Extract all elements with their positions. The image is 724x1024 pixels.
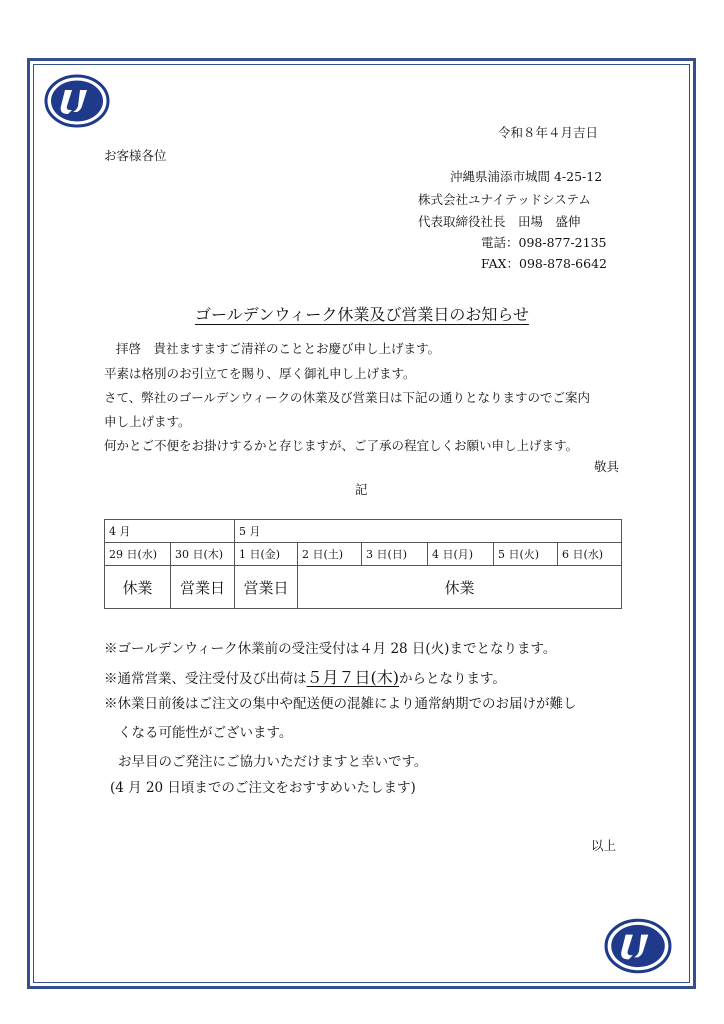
body-line-3: さて、弊社のゴールデンウィークの休業及び営業日は下記の通りとなりますのでご案内 [104, 390, 591, 405]
month-row [105, 520, 622, 543]
note-1: ※ゴールデンウィーク休業前の受注受付は４月 28 日(火)までとなります。 [104, 641, 557, 657]
sender-representative: 代表取締役社長 田場 盛伸 [418, 214, 581, 229]
notice-title: ゴールデンウィーク休業及び営業日のお知らせ [195, 305, 529, 324]
month-april: 4 月 [105, 520, 235, 543]
day-cell: 3 日(日) [362, 543, 428, 566]
sender-fax: FAX：098-878-6642 [481, 256, 607, 271]
day-cell: 2 日(土) [298, 543, 362, 566]
day-cell: 6 日(水) [558, 543, 622, 566]
day-cell: 1 日(金) [235, 543, 298, 566]
issue-date: 令和８年４月吉日 [498, 125, 599, 140]
note-2-prefix: ※通常営業、受注受付及び出荷は [104, 671, 307, 687]
closing-ijou: 以上 [591, 838, 617, 853]
company-logo-icon [604, 918, 672, 974]
body-line-5: 何かとご不便をお掛けするかと存じますが、ご了承の程宜しくお願い申し上げます。 [104, 438, 579, 453]
month-may: 5 月 [235, 520, 622, 543]
status-cell: 休業 [298, 566, 622, 609]
status-row [105, 566, 622, 609]
day-cell: 4 日(月) [428, 543, 494, 566]
day-cell: 5 日(火) [494, 543, 558, 566]
status-cell: 営業日 [171, 566, 235, 609]
note-2 [104, 670, 506, 687]
company-logo-icon [44, 74, 110, 128]
ki-mark: 記 [355, 482, 368, 497]
status-cell: 営業日 [235, 566, 298, 609]
note-2-suffix: からとなります。 [399, 671, 506, 687]
sender-company: 株式会社ユナイテッドシステム [418, 192, 591, 207]
note-5: (4 月 20 日頃までのご注文をおすすめいたします) [110, 780, 416, 796]
holiday-schedule-table [104, 519, 622, 609]
sender-address: 沖縄県浦添市城間 4-25-12 [450, 169, 603, 184]
addressee: お客様各位 [104, 148, 167, 163]
sender-tel: 電話：098-877-2135 [481, 235, 607, 250]
note-4: お早目のご発注にご協力いただけますと幸いです。 [118, 754, 428, 770]
note-2-date: ５月７日(木) [306, 668, 399, 687]
note-3-line-2: くなる可能性がございます。 [118, 725, 293, 741]
note-3-line-1: ※休業日前後はご注文の集中や配送便の混雑により通常納期でのお届けが難し [104, 696, 577, 712]
status-cell: 休業 [105, 566, 171, 609]
body-line-4: 申し上げます。 [104, 414, 191, 429]
closing-keigu: 敬具 [594, 459, 620, 474]
day-cell: 29 日(水) [105, 543, 171, 566]
day-row [105, 543, 622, 566]
body-line-2: 平素は格別のお引立てを賜り、厚く御礼申し上げます。 [104, 366, 416, 381]
body-line-1: 拝啓 貴社ますますご清祥のこととお慶び申し上げます。 [116, 341, 441, 356]
day-cell: 30 日(木) [171, 543, 235, 566]
